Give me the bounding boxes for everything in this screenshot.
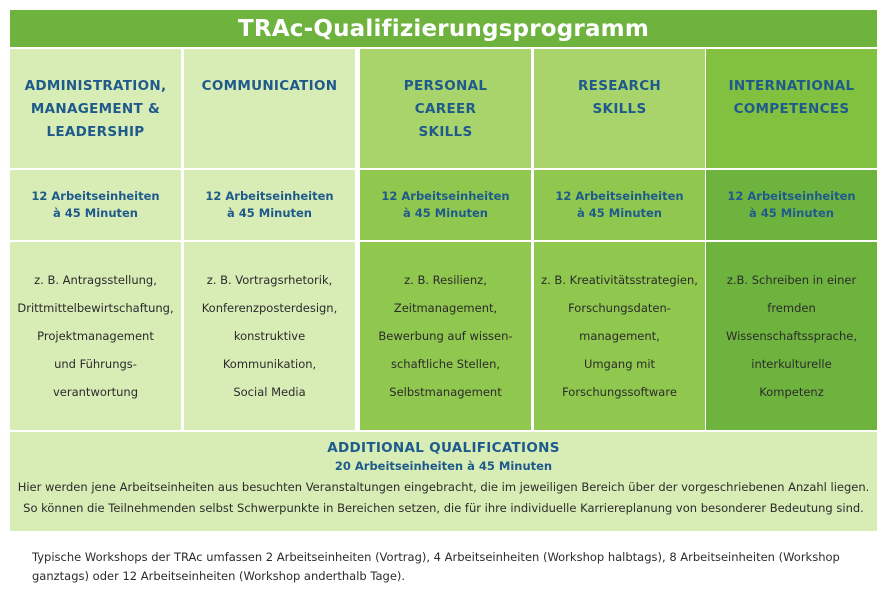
column-heading: ADMINISTRATION, MANAGEMENT & LEADERSHIP (24, 78, 167, 140)
column-heading-box (184, 49, 355, 168)
example-line: und Führungs- (54, 357, 137, 371)
column-heading-box (360, 49, 531, 168)
column-heading: PERSONAL CAREER SKILLS (403, 78, 488, 140)
units-box (10, 170, 181, 240)
units-box (706, 170, 877, 240)
column-heading: COMMUNICATION (201, 78, 338, 94)
units-count: 12 Arbeitseinheiten (381, 189, 510, 203)
example-line: management, (579, 329, 660, 343)
column-heading: INTERNATIONAL COMPETENCES (728, 78, 855, 117)
column-international-competences (706, 49, 877, 430)
additional-qualifications-box (10, 432, 877, 531)
example-line: verantwortung (52, 385, 138, 399)
qualification-columns (10, 49, 877, 430)
example-line: Forschungsdaten- (568, 301, 671, 315)
additional-description-line: Hier werden jene Arbeitseinheiten aus besuchten Veranstaltungen eingebracht, die im jeweiligen Bereich über der vorgeschriebenen Anzahl liegen. (17, 480, 870, 494)
footnote (32, 548, 862, 586)
column-heading-box (534, 49, 705, 168)
examples-box (360, 242, 531, 430)
example-line: konstruktive (233, 329, 306, 343)
column-communication (184, 49, 355, 430)
example-line: Bewerbung auf wissen- (378, 329, 513, 343)
example-line: z. B. Antragsstellung, (34, 273, 157, 287)
example-line: z.B. Schreiben in einer (726, 273, 857, 287)
examples-box (184, 242, 355, 430)
column-heading: RESEARCH SKILLS (577, 78, 661, 117)
column-heading-box (706, 49, 877, 168)
additional-units: 20 Arbeitseinheiten à 45 Minuten (334, 459, 553, 473)
units-count: 12 Arbeitseinheiten (205, 189, 334, 203)
example-line: fremden (767, 301, 816, 315)
example-line: Selbstmanagement (389, 385, 502, 399)
units-count: 12 Arbeitseinheiten (727, 189, 856, 203)
footnote-line: Typische Workshops der TRAc umfassen 2 Arbeitseinheiten (Vortrag), 4 Arbeitseinheiten (Workshop halbtags), 8 Arbeitseinheiten (Workshop (32, 550, 840, 564)
examples-box (706, 242, 877, 430)
units-count: 12 Arbeitseinheiten (31, 189, 160, 203)
units-duration: à 45 Minuten (226, 206, 312, 220)
example-line: Wissenschaftssprache, (725, 329, 858, 343)
example-line: Kompetenz (759, 385, 824, 399)
example-line: interkulturelle (751, 357, 832, 371)
example-line: Konferenzposterdesign, (201, 301, 338, 315)
units-duration: à 45 Minuten (402, 206, 488, 220)
additional-description (10, 477, 877, 519)
column-research-skills (534, 49, 705, 430)
units-box (534, 170, 705, 240)
units-duration: à 45 Minuten (576, 206, 662, 220)
examples-box (10, 242, 181, 430)
page-title: TRAc-Qualifizierungsprogramm (10, 10, 877, 47)
units-count: 12 Arbeitseinheiten (555, 189, 684, 203)
example-line: Drittmittelbewirtschaftung, (17, 301, 174, 315)
example-line: z. B. Vortragsrhetorik, (206, 273, 333, 287)
units-box (360, 170, 531, 240)
example-line: Kommunikation, (222, 357, 317, 371)
column-heading-box (10, 49, 181, 168)
example-line: Zeitmanagement, (393, 301, 498, 315)
footnote-line: ganztags) oder 12 Arbeitseinheiten (Workshop anderthalb Tage). (32, 569, 406, 583)
units-box (184, 170, 355, 240)
additional-title: ADDITIONAL QUALIFICATIONS (327, 440, 560, 456)
examples-box (534, 242, 705, 430)
example-line: z. B. Resilienz, (404, 273, 487, 287)
example-line: Umgang mit (583, 357, 656, 371)
units-duration: à 45 Minuten (52, 206, 138, 220)
example-line: Forschungssoftware (562, 385, 677, 399)
example-line: Projektmanagement (37, 329, 154, 343)
column-administration (10, 49, 181, 430)
example-line: Social Media (233, 385, 306, 399)
example-line: schaftliche Stellen, (390, 357, 501, 371)
column-personal-career-skills (360, 49, 531, 430)
additional-description-line: So können die Teilnehmenden selbst Schwerpunkte in Bereichen setzen, die für ihre individuelle Karriereplanung von besonderer Bedeutung sind. (23, 501, 864, 515)
units-duration: à 45 Minuten (748, 206, 834, 220)
example-line: z. B. Kreativitätsstrategien, (541, 273, 698, 287)
